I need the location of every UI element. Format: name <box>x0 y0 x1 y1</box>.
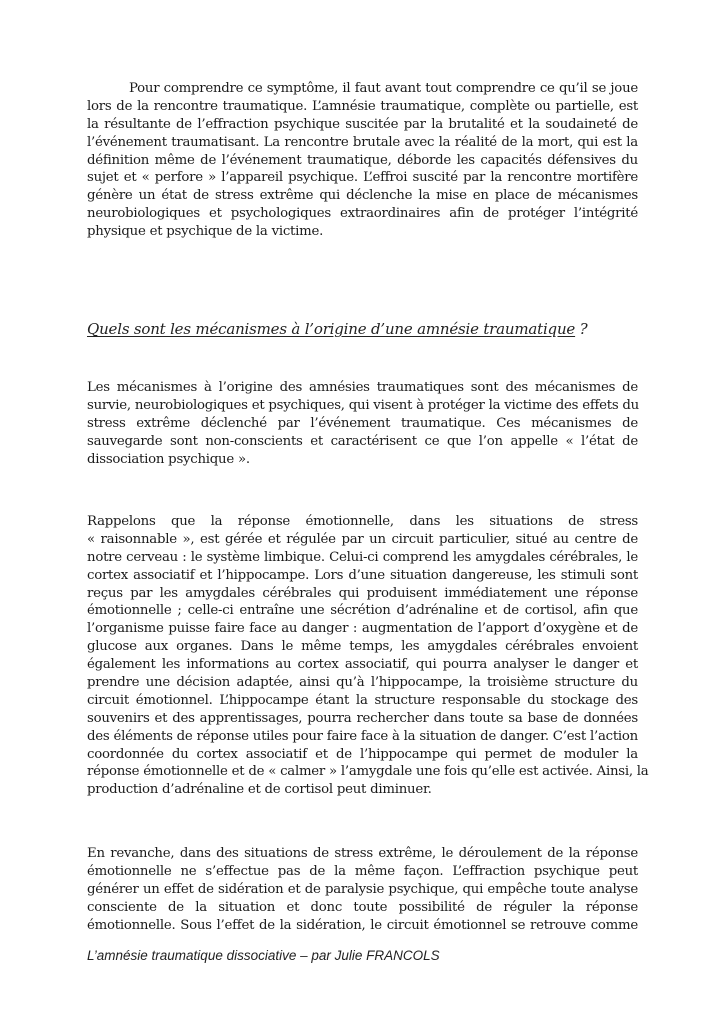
text-line: production d’adrénaline et de cortisol peut diminuer. <box>87 782 432 798</box>
section-heading <box>87 320 588 338</box>
paragraph-extreme-stress <box>87 845 638 934</box>
text-line: En revanche, dans des situations de stress extrême, le déroulement de la réponse <box>87 846 638 861</box>
text-line: notre cerveau : le système limbique. Celui-ci comprend les amygdales cérébrales, le <box>87 549 638 565</box>
text-line: génère un état de stress extrême qui déclenche la mise en place de mécanismes <box>87 188 638 204</box>
text-line: glucose aux organes. Dans le même temps, les amygdales cérébrales envoient <box>87 639 638 655</box>
text-line: stress extrême déclenché par l’événement traumatique. Ces mécanismes de <box>87 415 638 431</box>
text-line: des éléments de réponse utiles pour faire face à la situation de danger. C’est l’action <box>87 728 638 744</box>
text-line: l’événement traumatisant. La rencontre brutale avec la réalité de la mort, qui est la <box>87 134 638 150</box>
text-line: réponse émotionnelle et de « calmer » l’amygdale une fois qu’elle est activée. Ainsi, la <box>87 764 649 780</box>
text-line: sauvegarde sont non-conscients et caractérisent ce que l’on appelle « l’état de <box>87 433 638 449</box>
text-line: sujet et « perfore » l’appareil psychique. L’effroi suscité par la rencontre mortifère <box>87 170 638 186</box>
text-line: lors de la rencontre traumatique. L’amnésie traumatique, complète ou partielle, est <box>87 98 638 114</box>
text-line: la résultante de l’effraction psychique suscitée par la brutalité et la soudaineté de <box>87 116 638 132</box>
paragraph-mechanisms <box>87 379 638 468</box>
text-line: l’organisme puisse faire face au danger : augmentation de l’apport d’oxygène et de <box>87 621 638 637</box>
text-line: Les mécanismes à l’origine des amnésies traumatiques sont des mécanismes de <box>87 380 638 395</box>
text-line: générer un effet de sidération et de paralysie psychique, qui empêche toute analyse <box>87 881 638 897</box>
text-line: Rappelons que la réponse émotionnelle, dans les situations de stress <box>87 514 638 529</box>
text-line: émotionnelle ; celle-ci entraîne une sécrétion d’adrénaline et de cortisol, afin que <box>87 603 638 619</box>
text-line: souvenirs et des apprentissages, pourra rechercher dans toute sa base de données <box>87 710 638 726</box>
text-line: consciente de la situation et donc toute possibilité de réguler la réponse <box>87 899 638 915</box>
section-heading-text: Quels sont les mécanismes à l’origine d’une amnésie traumatique <box>87 320 576 338</box>
text-line: émotionnelle ne s’effectue pas de la même façon. L’effraction psychique peut <box>87 863 638 879</box>
text-line: définition même de l’événement traumatique, déborde les capacités défensives du <box>87 152 638 168</box>
text-line: coordonnée du cortex associatif et de l’hippocampe qui permet de moduler la <box>87 746 638 762</box>
text-line: reçus par les amygdales cérébrales qui produisent immédiatement une réponse <box>87 585 638 601</box>
text-line: cortex associatif et l’hippocampe. Lors d’une situation dangereuse, les stimuli sont <box>87 567 638 583</box>
text-line: physique et psychique de la victime. <box>87 224 324 240</box>
text-line: survie, neurobiologiques et psychiques, qui visent à protéger la victime des effets du <box>87 397 639 413</box>
text-line: prendre une décision adaptée, ainsi qu’à l’hippocampe, la troisième structure du <box>87 675 638 691</box>
text-line: Pour comprendre ce symptôme, il faut avant tout comprendre ce qu’il se joue <box>129 81 638 96</box>
text-line: circuit émotionnel. L’hippocampe étant la structure responsable du stockage des <box>87 692 638 708</box>
text-line: « raisonnable », est gérée et régulée par un circuit particulier, situé au centre de <box>87 531 638 547</box>
section-heading-suffix: ? <box>575 320 588 338</box>
page-footer: L’amnésie traumatique dissociative – par Julie FRANCOLS <box>87 948 440 963</box>
text-line: neurobiologiques et psychologiques extraordinaires afin de protéger l’intégrité <box>87 206 638 222</box>
text-line: dissociation psychique ». <box>87 451 250 467</box>
text-line: émotionnelle. Sous l’effet de la sidération, le circuit émotionnel se retrouve comme <box>87 917 638 933</box>
paragraph-emotional-response <box>87 513 649 799</box>
paragraph-intro <box>87 80 638 241</box>
text-line: également les informations au cortex associatif, qui pourra analyser le danger et <box>87 657 638 673</box>
